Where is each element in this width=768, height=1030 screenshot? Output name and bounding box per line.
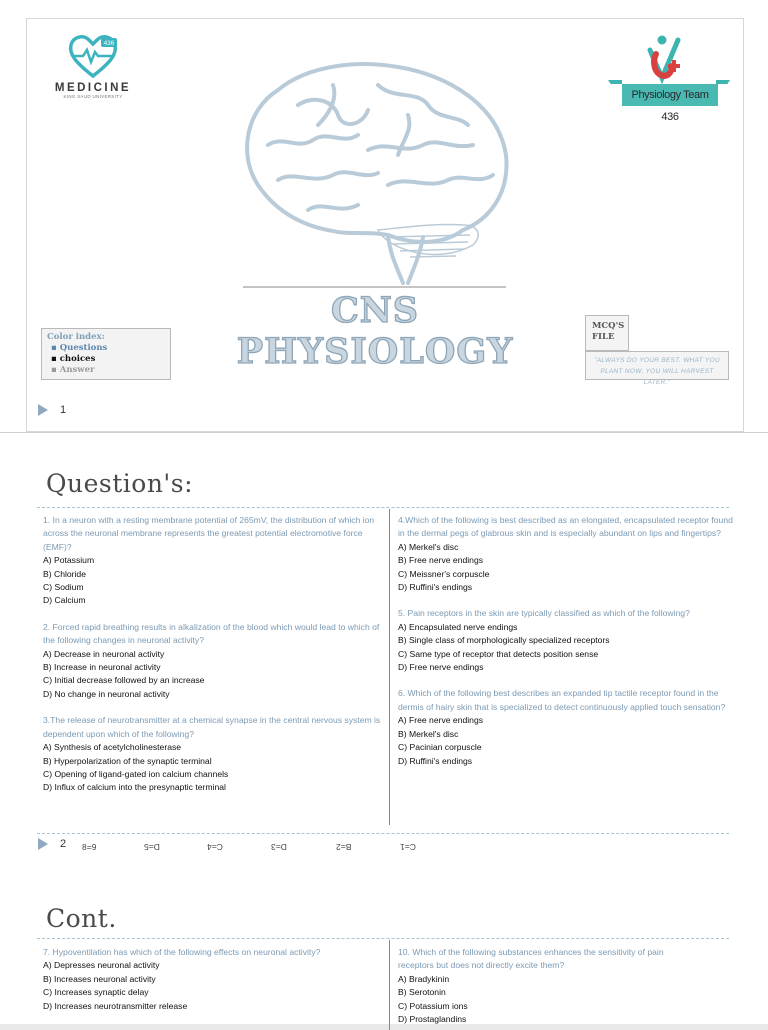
choice: B) Hyperpolarization of the synaptic terminal bbox=[43, 755, 212, 766]
choice: A) Potassium bbox=[43, 555, 95, 566]
divider-bottom bbox=[37, 833, 729, 834]
choice: B) Merkel's disc bbox=[398, 728, 459, 739]
answer-key: 8=9 bbox=[82, 842, 97, 852]
right-question-column bbox=[398, 514, 736, 768]
choice: D) Increases neurotransmitter release bbox=[43, 1000, 188, 1011]
page-number: 2 bbox=[60, 838, 67, 850]
choice: D) Influx of calcium into the presynaptic terminal bbox=[43, 782, 226, 793]
svg-text:436: 436 bbox=[103, 40, 115, 47]
choice: B) Increase in neuronal activity bbox=[43, 662, 161, 673]
page-title: CNS PHYSIOLOGY bbox=[236, 290, 514, 372]
column-divider bbox=[389, 940, 390, 1030]
choice: A) Synthesis of acetylcholinesterase bbox=[43, 742, 182, 753]
color-index-box bbox=[41, 328, 171, 380]
section-title: Question's: bbox=[46, 469, 194, 498]
mcq-file-label: MCQ'S FILE bbox=[585, 315, 629, 351]
choice: D) Free nerve endings bbox=[398, 662, 484, 673]
choice: D) Prostaglandins bbox=[398, 1014, 467, 1025]
question-4 bbox=[398, 514, 736, 594]
answer-key: D=5 bbox=[144, 842, 160, 852]
heart-pulse-icon bbox=[65, 30, 121, 80]
question-text: 6. Which of the following best describes an expanded tip tactile receptor found in the dermis of hairy skin that is specialized to detect continuously applied touch sensation? bbox=[398, 688, 726, 712]
choice: A) Encapsulated nerve endings bbox=[398, 621, 518, 632]
motivational-quote: "ALWAYS DO YOUR BEST. WHAT YOU PLANT NOW, YOU WILL HARVEST LATER." bbox=[585, 351, 729, 380]
choice: B) Chloride bbox=[43, 568, 86, 579]
divider-top bbox=[37, 938, 729, 939]
question-6 bbox=[398, 687, 736, 767]
question-text: 10. Which of the following substances enhances the sensitivity of pain receptors but does not directly excite them? bbox=[398, 947, 664, 971]
question-5 bbox=[398, 607, 736, 674]
question-7 bbox=[43, 946, 388, 1013]
choice: B) Serotonin bbox=[398, 987, 446, 998]
team-banner: Physiology Team 436 bbox=[622, 84, 718, 106]
question-text: 3.The release of neurotransmitter at a chemical synapse in the central nervous system is dependent upon which of the following? bbox=[43, 715, 381, 739]
choice: C) Potassium ions bbox=[398, 1000, 468, 1011]
choice: C) Initial decrease followed by an increase bbox=[43, 675, 205, 686]
choice: B) Increases neuronal activity bbox=[43, 973, 156, 984]
questions-slide bbox=[0, 433, 768, 868]
choice: C) Opening of ligand-gated ion calcium channels bbox=[43, 768, 229, 779]
answer-key: D=3 bbox=[271, 842, 287, 852]
continued-slide bbox=[0, 868, 768, 1024]
choice: A) Decrease in neuronal activity bbox=[43, 648, 165, 659]
color-index-choices: ▪ choices bbox=[47, 354, 165, 365]
question-text: 5. Pain receptors in the skin are typically classified as which of the following? bbox=[398, 608, 690, 619]
choice: C) Pacinian corpuscle bbox=[398, 742, 482, 753]
column-divider bbox=[389, 509, 390, 825]
page-number: 1 bbox=[60, 404, 67, 416]
right-question-column bbox=[398, 946, 698, 1026]
choice: D) No change in neuronal activity bbox=[43, 688, 170, 699]
choice: D) Ruffini's endings bbox=[398, 755, 473, 766]
choice: A) Merkel's disc bbox=[398, 541, 459, 552]
question-text: 7. Hypoventilation has which of the following effects on neuronal activity? bbox=[43, 947, 321, 957]
medicine-logo bbox=[45, 30, 141, 99]
left-question-column bbox=[43, 514, 388, 795]
question-text: 1. In a neuron with a resting membrane potential of 265mV, the distribution of which ion across the neuronal membrane represents the greatest potential electromotive force (EMF)? bbox=[43, 515, 375, 552]
color-index-title: Color index: bbox=[47, 332, 105, 342]
choice: A) Depresses neuronal activity bbox=[43, 960, 160, 971]
choice: D) Calcium bbox=[43, 595, 86, 606]
physiology-team-logo bbox=[606, 34, 732, 123]
university-name: KING SAUD UNIVERSITY bbox=[63, 94, 123, 99]
divider-top bbox=[37, 507, 729, 508]
medicine-wordmark: MEDICINE bbox=[54, 82, 132, 94]
choice: B) Single class of morphologically specialized receptors bbox=[398, 635, 610, 646]
brain-illustration bbox=[238, 55, 510, 290]
answer-key: B=2 bbox=[336, 842, 352, 852]
section-title: Cont. bbox=[46, 904, 117, 933]
choice: A) Free nerve endings bbox=[398, 715, 484, 726]
answer-key: C=1 bbox=[400, 842, 416, 852]
choice: B) Free nerve endings bbox=[398, 555, 484, 566]
color-index-questions: ▪ Questions bbox=[47, 343, 165, 354]
play-arrow-icon bbox=[38, 404, 48, 416]
question-1 bbox=[43, 514, 388, 608]
choice: C) Increases synaptic delay bbox=[43, 987, 149, 998]
color-index-answer: ▪ Answer bbox=[47, 365, 165, 376]
question-text: 2. Forced rapid breathing results in alkalization of the blood which would lead to which of the following changes in neuronal activity? bbox=[43, 621, 380, 646]
choice: D) Ruffini's endings bbox=[398, 582, 473, 593]
slide-pager-1 bbox=[38, 404, 66, 416]
answer-key: C=4 bbox=[207, 842, 223, 852]
question-text: 4.Which of the following is best described as an elongated, encapsulated receptor found in the dermal pegs of glabrous skin and is especially abundant on lips and fingertips? bbox=[398, 515, 733, 539]
answer-key-row bbox=[36, 840, 736, 854]
person-check-icon bbox=[606, 34, 732, 84]
choice: C) Meissner's corpuscle bbox=[398, 568, 490, 579]
choice: C) Same type of receptor that detects position sense bbox=[398, 648, 599, 659]
question-3 bbox=[43, 714, 388, 794]
question-10 bbox=[398, 946, 698, 1026]
choice: C) Sodium bbox=[43, 582, 84, 593]
question-2 bbox=[43, 621, 388, 701]
title-slide bbox=[0, 0, 768, 433]
left-question-column bbox=[43, 946, 388, 1013]
choice: A) Bradykinin bbox=[398, 973, 450, 984]
